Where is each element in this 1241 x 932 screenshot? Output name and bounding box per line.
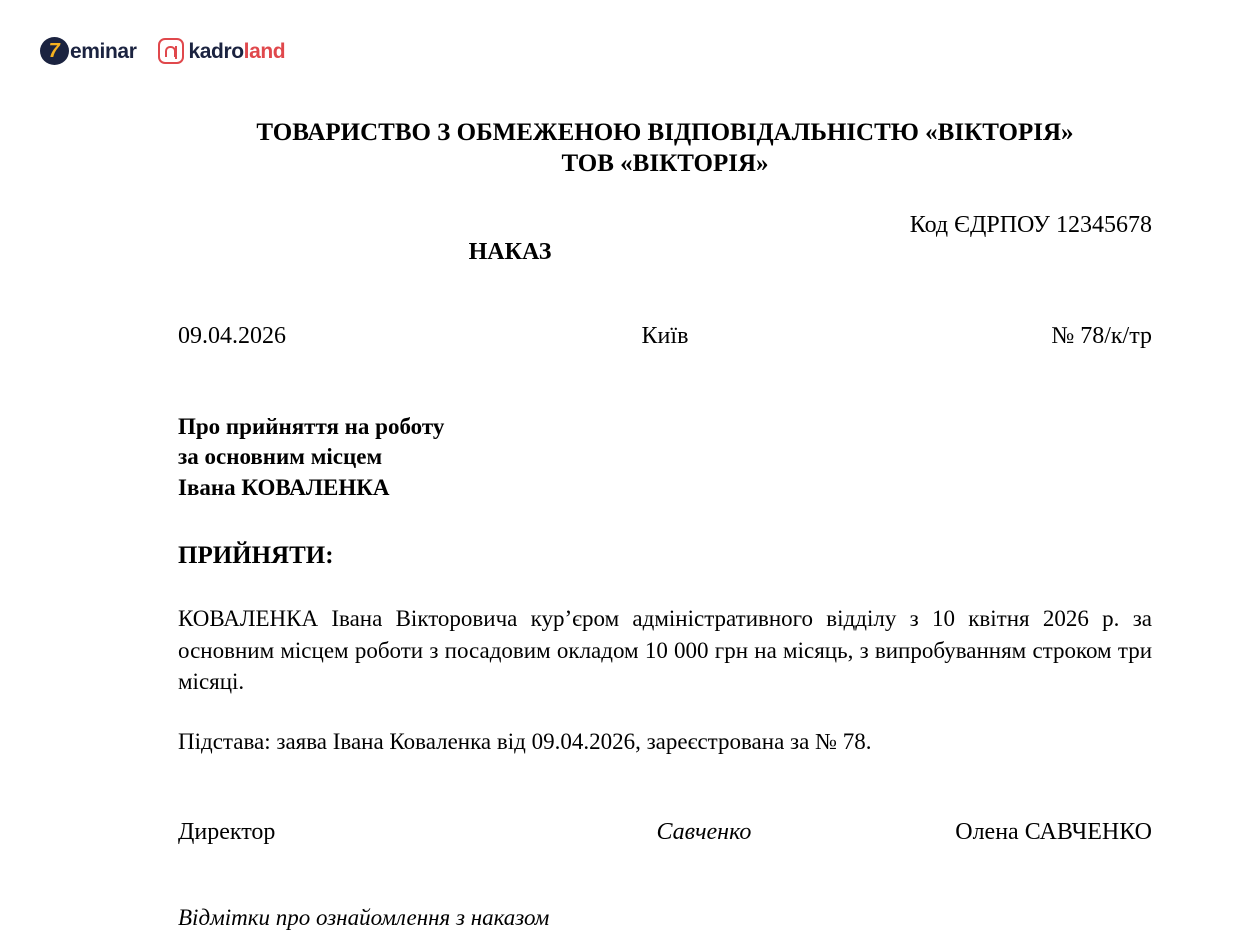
signatory-name: Олена САВЧЕНКО bbox=[955, 819, 1152, 846]
document-type-heading: НАКАЗ bbox=[468, 238, 552, 265]
registration-code: Код ЄДРПОУ 12345678 bbox=[909, 212, 1152, 238]
kadroland-logo-text-accent: land bbox=[243, 39, 286, 63]
signatory-position: Директор bbox=[178, 819, 276, 846]
seminar-logo-text: eminar bbox=[70, 39, 137, 63]
order-body-paragraph: КОВАЛЕНКА Івана Вікторовича кур’єром адміністративного відділу з 10 квітня 2026 р. за основним місцем роботи з посадовим окладом 10 000 грн на місяць, з випробуванням строком три місяці. bbox=[178, 606, 1152, 695]
document-place: Київ bbox=[641, 322, 689, 349]
seminar-circle-7-icon: 7 bbox=[40, 37, 69, 65]
organization-short-name: ТОВ «ВІКТОРІЯ» bbox=[561, 150, 769, 177]
signature-row bbox=[178, 819, 1152, 846]
subject-line-2: за основним місцем bbox=[178, 444, 383, 470]
seminar-logo[interactable] bbox=[40, 37, 136, 65]
document-date: 09.04.2026 bbox=[178, 322, 286, 349]
document-meta-row bbox=[178, 323, 1152, 350]
order-basis-paragraph: Підстава: заява Івана Коваленка від 09.04.2026, зареєстрована за № 78. bbox=[178, 728, 872, 754]
acknowledgement-note: Відмітки про ознайомлення з наказом bbox=[178, 905, 550, 931]
document-number: № 78/к/тр bbox=[1051, 322, 1152, 349]
subject-line-3: Івана КОВАЛЕНКА bbox=[178, 474, 390, 500]
action-heading: ПРИЙНЯТИ: bbox=[178, 542, 334, 570]
organization-title bbox=[178, 0, 1152, 179]
order-document bbox=[178, 0, 1152, 931]
handwritten-signature: Савченко bbox=[656, 819, 752, 846]
kadroland-logo-text-dark: kadro bbox=[188, 39, 244, 63]
subject-line-1: Про прийняття на роботу bbox=[178, 413, 445, 439]
document-subject bbox=[178, 412, 1152, 504]
organization-full-name: ТОВАРИСТВО З ОБМЕЖЕНОЮ ВІДПОВІДАЛЬНІСТЮ «ВІКТОРІЯ» bbox=[256, 119, 1074, 146]
